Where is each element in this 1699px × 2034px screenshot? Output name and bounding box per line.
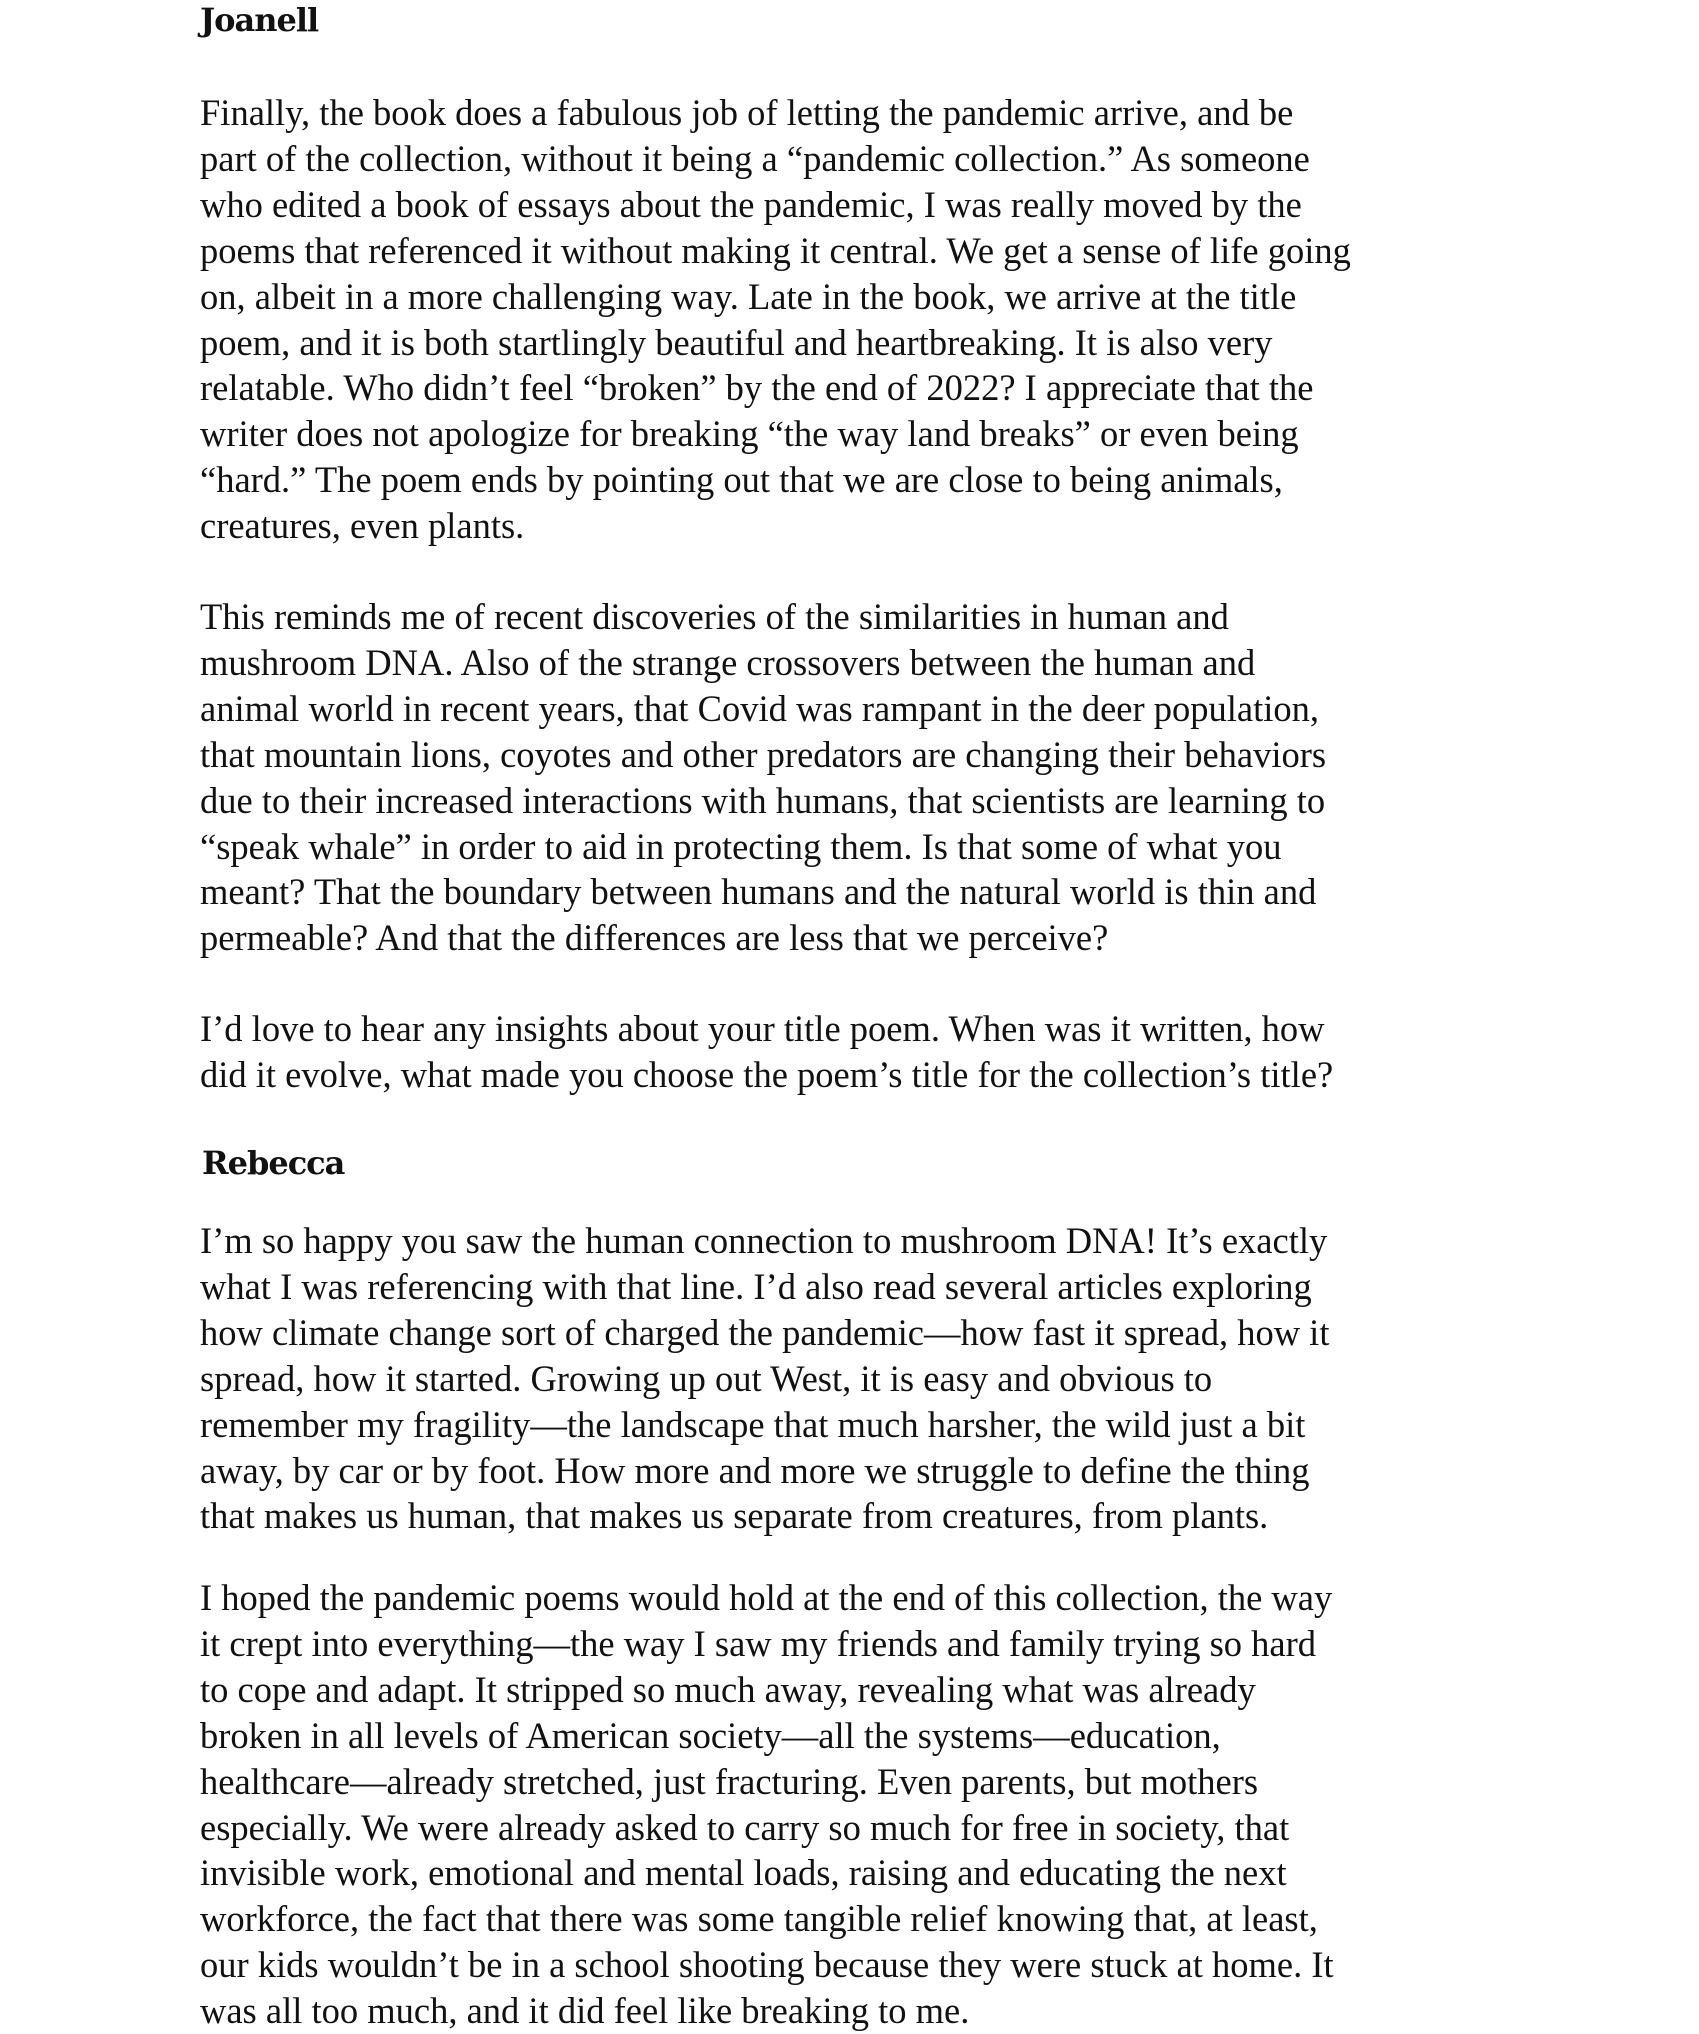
speaker-name-rebecca: Rebecca bbox=[202, 1144, 345, 1182]
paragraph bbox=[200, 1575, 1540, 2034]
text-line: meant? That the boundary between humans and the natural world is thin and bbox=[200, 871, 1317, 913]
text-line: poem, and it is both startlingly beautiful and heartbreaking. It is also very bbox=[200, 321, 1273, 363]
text-line: I hoped the pandemic poems would hold at the end of this collection, the way bbox=[200, 1577, 1333, 1618]
text-line: Finally, the book does a fabulous job of letting the pandemic arrive, and be bbox=[200, 92, 1294, 133]
text-line: healthcare—already stretched, just fracturing. Even parents, but mothers bbox=[200, 1760, 1259, 1802]
text-line: remember my fragility—the landscape that much harsher, the wild just a bit bbox=[200, 1403, 1306, 1445]
text-line: especially. We were already asked to carry so much for free in society, that bbox=[200, 1806, 1290, 1848]
text-line: permeable? And that the differences are less that we perceive? bbox=[200, 917, 1109, 959]
text-line: to cope and adapt. It stripped so much away, revealing what was already bbox=[200, 1668, 1256, 1710]
text-line: how climate change sort of charged the pandemic—how fast it spread, how it bbox=[200, 1311, 1330, 1353]
text-line: I’d love to hear any insights about your title poem. When was it written, how bbox=[200, 1008, 1325, 1049]
text-line: on, albeit in a more challenging way. Late in the book, we arrive at the title bbox=[200, 275, 1297, 317]
text-line: creatures, even plants. bbox=[200, 505, 525, 547]
text-line: This reminds me of recent discoveries of the similarities in human and bbox=[200, 596, 1229, 637]
text-line: mushroom DNA. Also of the strange crossovers between the human and bbox=[200, 641, 1256, 683]
text-line: it crept into everything—the way I saw my friends and family trying so hard bbox=[200, 1622, 1317, 1664]
text-line: poems that referenced it without making it central. We get a sense of life going bbox=[200, 229, 1351, 271]
text-line: relatable. Who didn’t feel “broken” by the end of 2022? I appreciate that the bbox=[200, 367, 1314, 409]
paragraph bbox=[200, 1218, 1540, 1539]
text-line: who edited a book of essays about the pandemic, I was really moved by the bbox=[200, 183, 1302, 225]
paragraph bbox=[200, 594, 1540, 961]
text-line: I’m so happy you saw the human connection to mushroom DNA! It’s exactly bbox=[200, 1220, 1328, 1261]
text-line: was all too much, and it did feel like breaking to me. bbox=[200, 1990, 970, 2032]
text-line: “speak whale” in order to aid in protecting them. Is that some of what you bbox=[200, 825, 1282, 867]
text-line: invisible work, emotional and mental loads, raising and educating the next bbox=[200, 1852, 1287, 1894]
paragraph bbox=[200, 90, 1540, 549]
text-line: due to their increased interactions with humans, that scientists are learning to bbox=[200, 779, 1326, 821]
text-line: animal world in recent years, that Covid was rampant in the deer population, bbox=[200, 687, 1320, 729]
text-line: away, by car or by foot. How more and more we struggle to define the thing bbox=[200, 1449, 1310, 1491]
paragraph bbox=[200, 1006, 1540, 1098]
text-line: what I was referencing with that line. I’d also read several articles exploring bbox=[200, 1265, 1312, 1307]
text-line: that mountain lions, coyotes and other predators are changing their behaviors bbox=[200, 733, 1327, 775]
text-line: part of the collection, without it being a “pandemic collection.” As someone bbox=[200, 137, 1310, 179]
text-line: “hard.” The poem ends by pointing out that we are close to being animals, bbox=[200, 459, 1283, 501]
text-line: spread, how it started. Growing up out West, it is easy and obvious to bbox=[200, 1357, 1213, 1399]
speaker-name-joanell: Joanell bbox=[200, 1, 319, 39]
text-line: writer does not apologize for breaking “the way land breaks” or even being bbox=[200, 413, 1299, 455]
text-line: broken in all levels of American society—all the systems—education, bbox=[200, 1714, 1221, 1756]
text-line: that makes us human, that makes us separate from creatures, from plants. bbox=[200, 1495, 1269, 1537]
text-line: workforce, the fact that there was some tangible relief knowing that, at least, bbox=[200, 1898, 1318, 1940]
text-line: our kids wouldn’t be in a school shooting because they were stuck at home. It bbox=[200, 1944, 1334, 1986]
text-line: did it evolve, what made you choose the poem’s title for the collection’s title? bbox=[200, 1053, 1334, 1095]
